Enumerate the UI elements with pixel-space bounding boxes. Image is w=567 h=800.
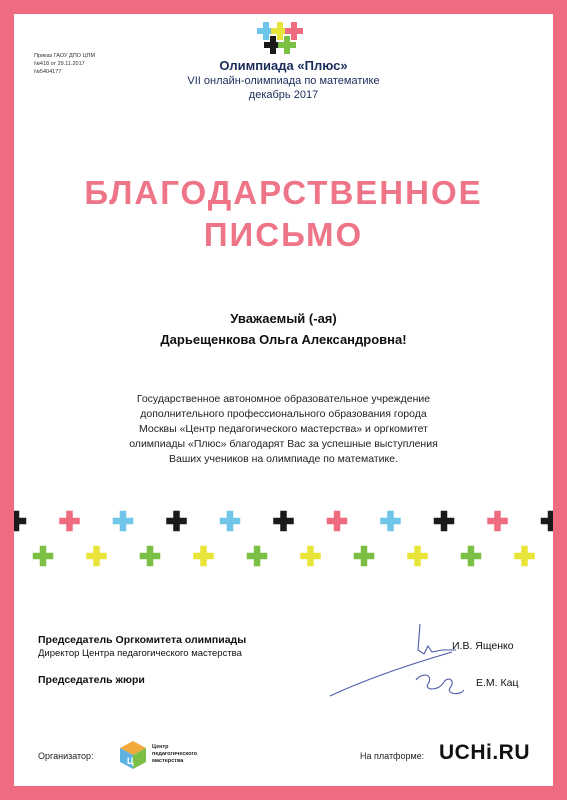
cross-icon [300,546,321,567]
signature-block [38,634,246,687]
cross-icon [166,511,187,532]
body-line: Государственное автономное образовательное учреждение [136,393,431,405]
cross-icon [140,546,161,567]
organizer-name-line: мастерства [152,758,184,764]
cross-icon [59,511,80,532]
olympiad-subtitle: VII онлайн-олимпиада по математике [187,75,380,87]
signatory-name: Е.М. Кац [476,677,519,689]
cross-icon [247,546,268,567]
cross-icon [220,511,241,532]
cube-logo-icon [118,740,148,770]
signatory-name: И.В. Ященко [452,640,514,652]
cross-icon [113,511,134,532]
cross-icon [354,546,375,567]
olympiad-header [14,58,553,102]
cross-icon [407,546,428,567]
organizer-label: Организатор: [38,751,94,761]
decorative-cross-band [14,508,553,574]
headline [14,172,553,256]
cross-icon [327,511,348,532]
body-line: дополнительного профессионального образования города [140,408,427,420]
signatory-role: Председатель жюри [38,674,145,686]
body-line: Москвы «Центр педагогического мастерства» и оргкомитет [139,423,428,435]
cross-icon [461,546,482,567]
cross-icon [33,546,54,567]
headline-line: ПИСЬМО [203,216,364,253]
certificate-sheet [14,14,553,786]
body-line: олимпиады «Плюс» благодарят Вас за успешные выступления [129,438,438,450]
olympiad-title: Олимпиада «Плюс» [219,58,348,73]
order-line: Приказ ГАОУ ДПО ЦПМ [34,53,96,59]
olympiad-date: декабрь 2017 [248,89,319,101]
organizer-name-line: Центр [152,744,169,750]
organizer-name [152,744,197,765]
cross-icon [193,546,214,567]
cross-icon [514,546,535,567]
order-line: №418 от 29.11.2017 [34,61,85,67]
platform-logo: UCHi.RU [439,741,530,764]
letter-body [74,392,493,467]
order-line: №5404177 [34,69,62,75]
salutation: Уважаемый (-ая) [230,311,337,326]
cross-icon [380,511,401,532]
cross-icon [541,511,553,532]
svg-text:Ц: Ц [127,756,134,766]
cross-icon [434,511,455,532]
greeting [14,308,553,350]
cross-icon [487,511,508,532]
signatory-subrole: Директор Центра педагогического мастерства [38,648,242,659]
organizer-name-line: педагогического [152,751,198,757]
olympiad-logo-icon [255,20,311,60]
cross-icon [273,511,294,532]
body-line: Ваших учеников на олимпиаде по математике. [169,453,398,465]
signature-icon [324,610,464,702]
cross-icon [86,546,107,567]
headline-line: БЛАГОДАРСТВЕННОЕ [84,174,483,211]
recipient-name: Дарьещенкова Ольга Александровна! [160,332,407,347]
signatory-role: Председатель Оргкомитета олимпиады [38,634,247,646]
cross-icon [14,511,26,532]
platform-label: На платформе: [360,751,425,761]
